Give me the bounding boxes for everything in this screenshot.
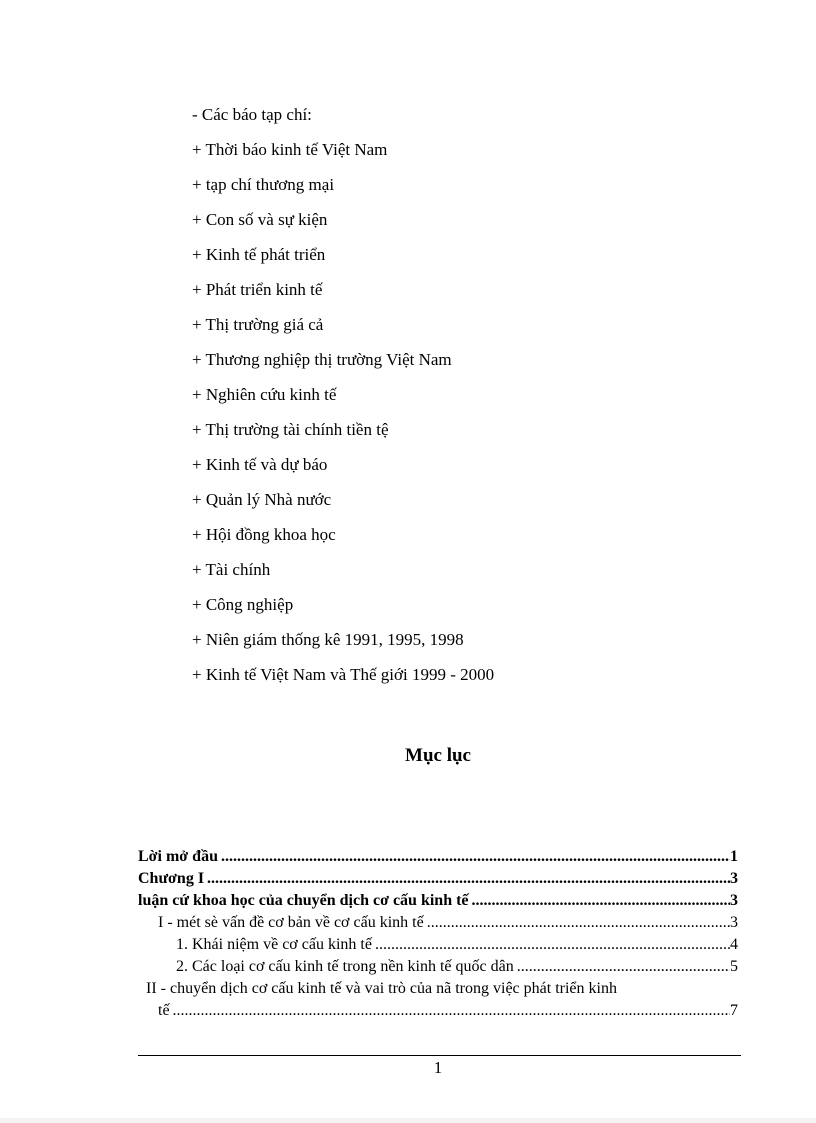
toc-entry-label: luận cứ khoa học của chuyển dịch cơ cấu kinh tế — [138, 892, 469, 909]
toc-entry-page: 3 — [730, 870, 738, 887]
footer-divider — [138, 1055, 741, 1056]
toc-entry-page: 3 — [730, 914, 738, 931]
toc-leader-dots — [427, 912, 730, 934]
toc-entry-chapter-1-title[interactable] — [138, 890, 738, 912]
toc-leader-dots — [472, 890, 730, 912]
reference-item: + tạp chí thương mại — [192, 175, 335, 194]
toc-entry-label: I - mét sè vấn đề cơ bản về cơ cấu kinh tế — [158, 914, 424, 931]
toc-entry-subsection-2[interactable] — [138, 956, 738, 978]
toc-entry-label: II - chuyển dịch cơ cấu kinh tế và vai trò của nã trong việc phát triển kinh — [146, 980, 617, 997]
toc-entry-section-2[interactable] — [138, 978, 738, 1000]
toc-entry-intro[interactable] — [138, 846, 738, 868]
reference-item: + Thời báo kinh tế Việt Nam — [192, 140, 388, 159]
toc-entry-label: Lời mở đầu — [138, 848, 218, 865]
page-bottom-edge — [0, 1118, 816, 1123]
reference-item: + Hội đồng khoa học — [192, 525, 336, 544]
reference-item: + Thị trường giá cả — [192, 315, 324, 334]
toc-entry-page: 4 — [730, 936, 738, 953]
reference-item: + Nghiên cứu kinh tế — [192, 385, 337, 404]
reference-item: + Niên giám thống kê 1991, 1995, 1998 — [192, 630, 464, 649]
reference-item: + Phát triển kinh tế — [192, 280, 323, 299]
reference-item: + Kinh tế phát triển — [192, 245, 326, 264]
toc-entry-page: 3 — [730, 892, 738, 909]
toc-entry-label: 1. Khái niệm về cơ cấu kinh tế — [176, 936, 372, 953]
toc-entry-label: Chương I — [138, 870, 205, 887]
toc-leader-dots — [207, 868, 730, 890]
reference-item: + Tài chính — [192, 560, 271, 579]
toc-title: Mục lục — [405, 745, 471, 766]
reference-item: + Quản lý Nhà nước — [192, 490, 332, 509]
toc-entry-page: 1 — [730, 848, 738, 865]
reference-list — [192, 97, 712, 692]
page-number: 1 — [433, 1058, 443, 1077]
reference-item: + Con số và sự kiện — [192, 210, 328, 229]
toc-leader-dots — [173, 1000, 730, 1022]
toc-entry-label: tế — [158, 1002, 170, 1019]
toc-entry-section-2-continued[interactable] — [138, 1000, 738, 1022]
reference-item: + Kinh tế và dự báo — [192, 455, 328, 474]
reference-item: + Thương nghiệp thị trường Việt Nam — [192, 350, 452, 369]
toc-entry-page: 7 — [730, 1002, 738, 1019]
reference-item: + Thị trường tài chính tiền tệ — [192, 420, 389, 439]
toc-leader-dots — [517, 956, 730, 978]
toc-entry-page: 5 — [730, 958, 738, 975]
toc-entry-chapter-1[interactable] — [138, 868, 738, 890]
toc-entry-label: 2. Các loại cơ cấu kinh tế trong nền kinh tế quốc dân — [176, 958, 514, 975]
toc-leader-dots — [375, 934, 730, 956]
reference-item: + Kinh tế Việt Nam và Thế giới 1999 - 2000 — [192, 665, 495, 684]
table-of-contents — [138, 846, 738, 1022]
toc-entry-section-1[interactable] — [138, 912, 738, 934]
toc-entry-subsection-1[interactable] — [138, 934, 738, 956]
toc-leader-dots — [221, 846, 730, 868]
reference-item: + Công nghiệp — [192, 595, 294, 614]
reference-heading: - Các báo tạp chí: — [192, 105, 312, 124]
